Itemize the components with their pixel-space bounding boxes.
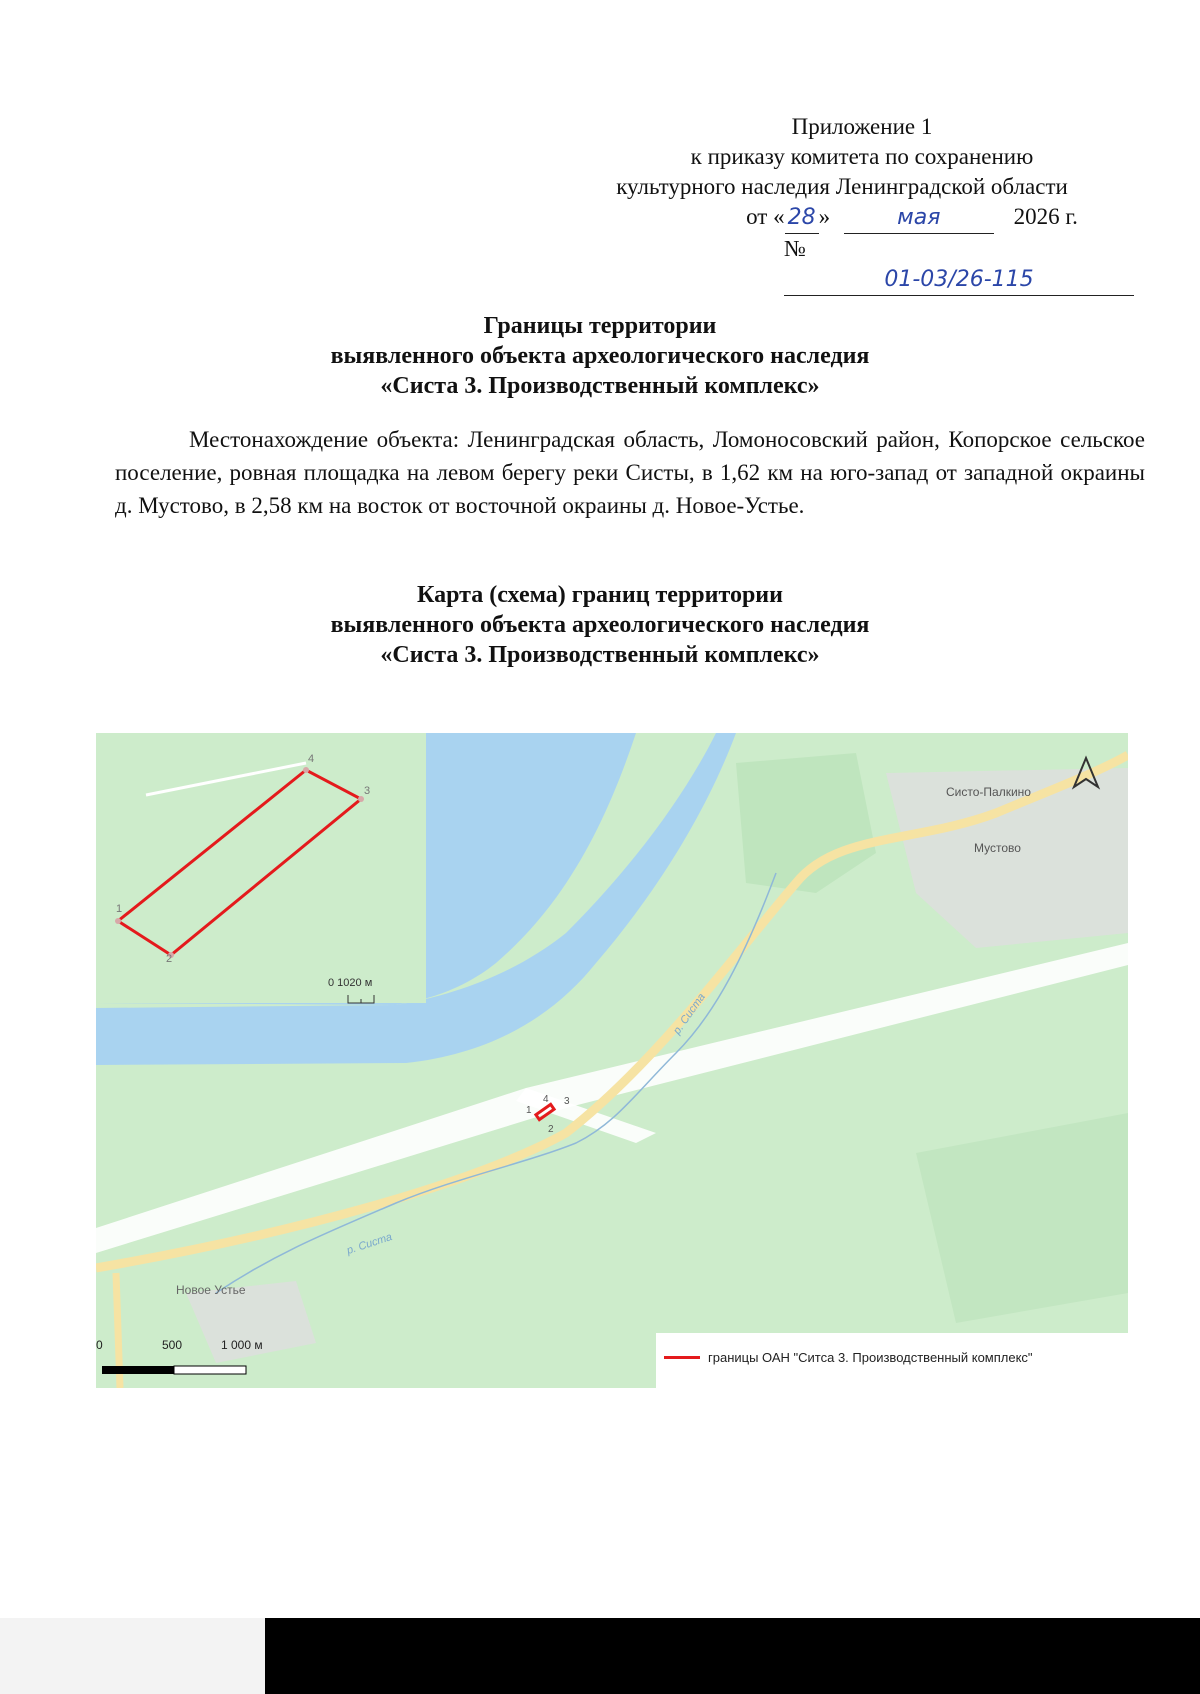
- label-mustovo: Мустово: [974, 841, 1021, 855]
- site-point-3: 3: [564, 1096, 570, 1107]
- scalebar-white: [174, 1366, 246, 1374]
- date-day: 28: [785, 203, 819, 234]
- boundaries-title-line3: «Систа 3. Производственный комплекс»: [380, 373, 820, 399]
- inset-vertex-4: [303, 767, 309, 773]
- scan-border-light: [0, 1618, 265, 1694]
- inset-scale-label: 0 1020 м: [328, 977, 373, 989]
- forest-patch: [916, 1113, 1128, 1323]
- clearing-strip: [96, 1088, 566, 1253]
- number-line: [684, 234, 1122, 296]
- scale-tick-1000: 1 000 м: [221, 1338, 263, 1352]
- label-novoe-ustye: Новое Устье: [176, 1283, 246, 1297]
- map-title-line2: выявленного объекта археологического наследия: [330, 612, 870, 638]
- legend-swatch: [664, 1356, 700, 1359]
- appendix-line2: культурного наследия Ленинградской области: [616, 174, 1068, 199]
- inset-point-2: 2: [166, 953, 173, 965]
- label-river-2: р. Систа: [345, 1231, 394, 1257]
- boundaries-title: [0, 311, 1200, 401]
- site-point-1: 1: [526, 1105, 532, 1116]
- map-title: [0, 580, 1200, 670]
- site-point-2: 2: [548, 1124, 554, 1135]
- boundaries-title-line1: Границы территории: [483, 313, 717, 339]
- label-sisto-palkino: Систо-Палкино: [946, 785, 1031, 799]
- scale-tick-0: 0: [96, 1338, 103, 1352]
- scale-tick-500: 500: [162, 1338, 183, 1352]
- map-title-line3: «Систа 3. Производственный комплекс»: [380, 642, 820, 668]
- map-title-line1: Карта (схема) границ территории: [417, 582, 783, 608]
- legend-label: границы ОАН "Ситса 3. Производственный комплекс": [708, 1350, 1033, 1365]
- appendix-title: Приложение 1: [791, 114, 933, 139]
- number-prefix: №: [784, 236, 806, 261]
- date-year: 2026 г.: [1013, 204, 1078, 229]
- date-mid: »: [818, 204, 831, 229]
- boundaries-title-line2: выявленного объекта археологического наследия: [330, 343, 870, 369]
- scalebar-black: [102, 1366, 174, 1374]
- appendix-line1: к приказу комитета по сохранению: [690, 144, 1034, 169]
- inset-point-4: 4: [308, 753, 315, 765]
- map-legend: [664, 1350, 1033, 1365]
- site-map: [96, 733, 1128, 1388]
- label-river-1: р. Систа: [671, 991, 708, 1037]
- date-month: мая: [844, 203, 994, 234]
- inset-vertex-1: [115, 918, 121, 924]
- number-value: 01-03/26-115: [784, 265, 1134, 296]
- inset-point-1: 1: [116, 903, 123, 915]
- date-line: [602, 202, 1122, 234]
- date-prefix: от «: [746, 204, 785, 229]
- appendix-header: [562, 112, 1122, 296]
- map-canvas: [96, 733, 1128, 1388]
- site-point-4: 4: [543, 1094, 549, 1105]
- inset-point-3: 3: [364, 785, 371, 797]
- location-paragraph: Местонахождение объекта: Ленинградская область, Ломоносовский район, Копорское сельское поселение, ровная площадка на левом берегу реки Систы, в 1,62 км на юго-запад от западной окраины д. Мустово, в 2,58 км на восток от восточной окраины д. Новое-Устье.: [115, 427, 1145, 518]
